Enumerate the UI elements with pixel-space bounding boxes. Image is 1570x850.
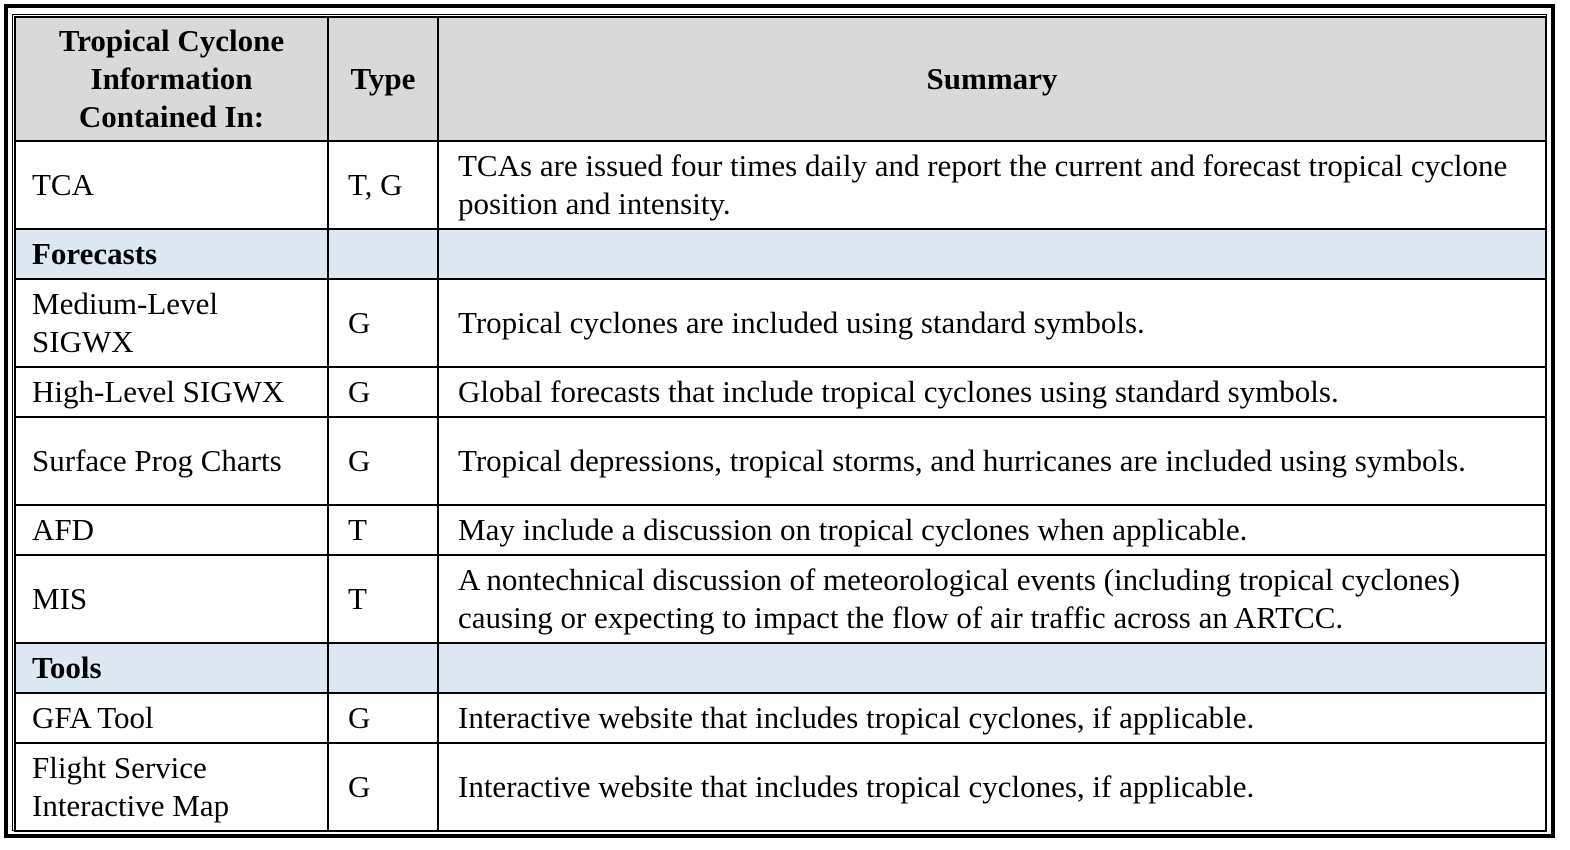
- row-summary: Tropical cyclones are included using standard symbols.: [438, 279, 1546, 367]
- row-name: MIS: [15, 555, 328, 643]
- row-type: G: [328, 693, 438, 743]
- section-row-tools: [15, 643, 1546, 693]
- table-row: [15, 693, 1546, 743]
- row-name: Medium-Level SIGWX: [15, 279, 328, 367]
- table-row: [15, 367, 1546, 417]
- table-row: [15, 417, 1546, 505]
- row-summary: TCAs are issued four times daily and report the current and forecast tropical cyclone position and intensity.: [438, 141, 1546, 229]
- section-empty-summary: [438, 229, 1546, 279]
- row-summary: A nontechnical discussion of meteorological events (including tropical cyclones) causing or expecting to impact the flow of air traffic across an ARTCC.: [438, 555, 1546, 643]
- row-name: GFA Tool: [15, 693, 328, 743]
- row-type: T: [328, 505, 438, 555]
- row-type: G: [328, 417, 438, 505]
- table-row: [15, 279, 1546, 367]
- row-type: G: [328, 367, 438, 417]
- header-summary: Summary: [438, 17, 1546, 141]
- section-row-forecasts: [15, 229, 1546, 279]
- tropical-cyclone-info-table: [14, 16, 1547, 832]
- row-name: Surface Prog Charts: [15, 417, 328, 505]
- row-summary: Interactive website that includes tropical cyclones, if applicable.: [438, 693, 1546, 743]
- row-summary: Global forecasts that include tropical cyclones using standard symbols.: [438, 367, 1546, 417]
- row-name: High-Level SIGWX: [15, 367, 328, 417]
- row-summary: May include a discussion on tropical cyclones when applicable.: [438, 505, 1546, 555]
- row-summary: Tropical depressions, tropical storms, and hurricanes are included using symbols.: [438, 417, 1546, 505]
- table-row: [15, 743, 1546, 831]
- section-empty-type: [328, 229, 438, 279]
- row-name: Flight Service Interactive Map: [15, 743, 328, 831]
- row-summary: Interactive website that includes tropical cyclones, if applicable.: [438, 743, 1546, 831]
- header-info: Tropical Cyclone Information Contained In:: [15, 17, 328, 141]
- section-empty-summary: [438, 643, 1546, 693]
- row-type: T, G: [328, 141, 438, 229]
- section-empty-type: [328, 643, 438, 693]
- table-row: [15, 555, 1546, 643]
- row-type: G: [328, 743, 438, 831]
- section-label: Tools: [15, 643, 328, 693]
- row-name: AFD: [15, 505, 328, 555]
- row-name: TCA: [15, 141, 328, 229]
- table-row: [15, 505, 1546, 555]
- row-type: G: [328, 279, 438, 367]
- table-row: [15, 141, 1546, 229]
- header-type: Type: [328, 17, 438, 141]
- header-row: [15, 17, 1546, 141]
- row-type: T: [328, 555, 438, 643]
- section-label: Forecasts: [15, 229, 328, 279]
